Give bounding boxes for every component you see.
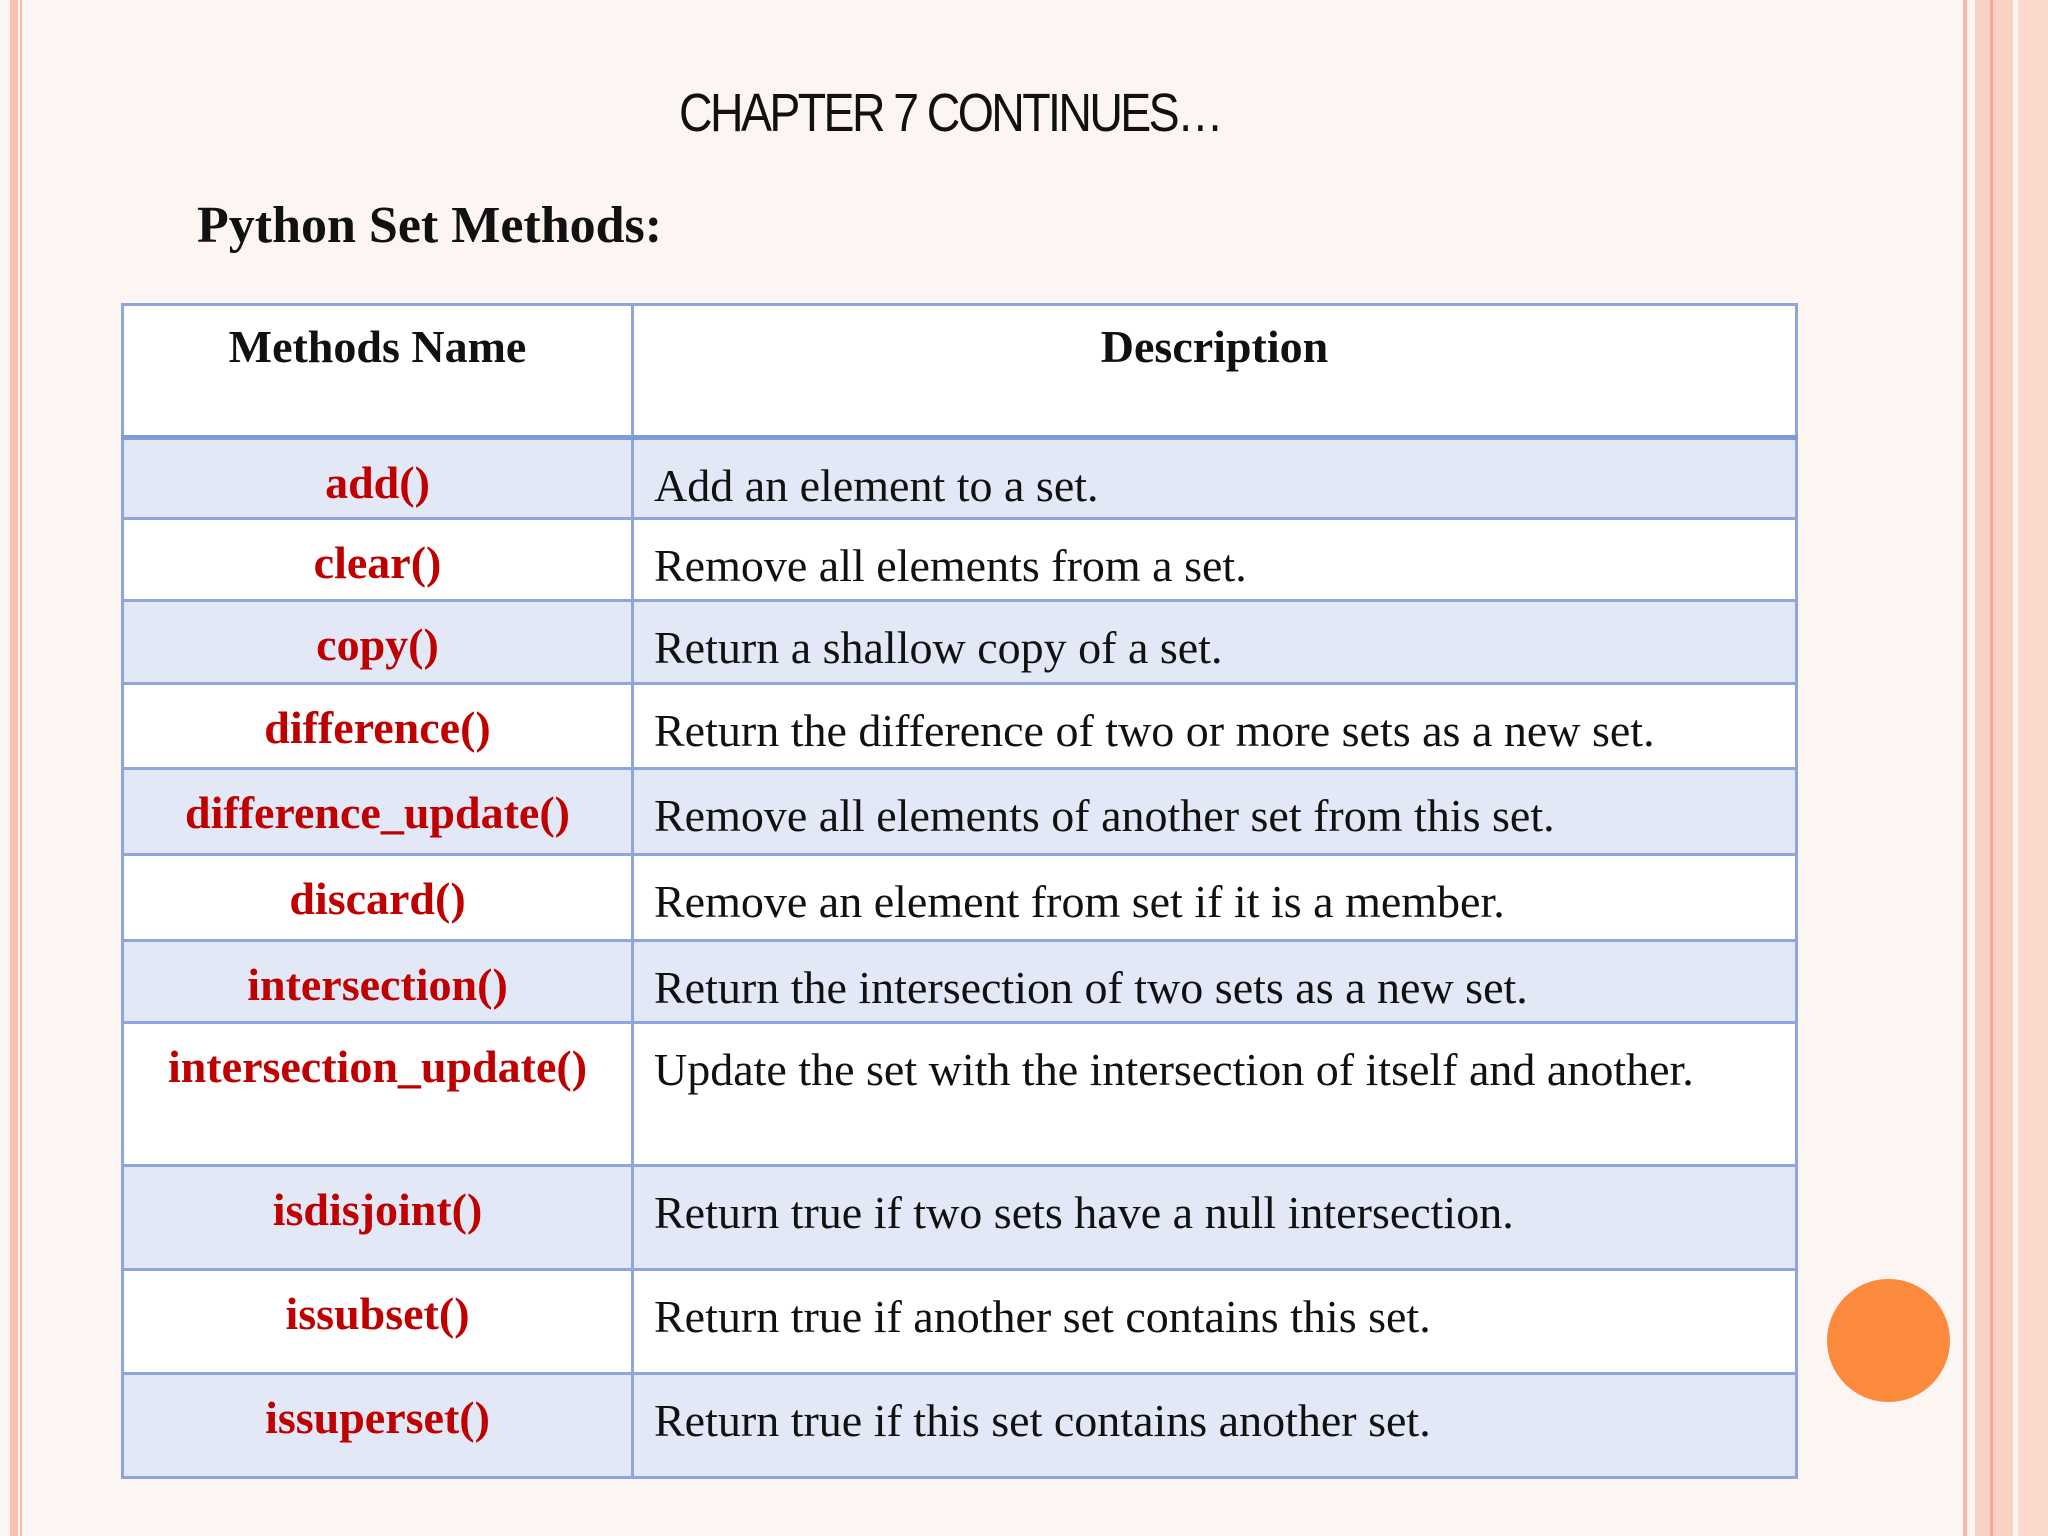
method-description: Return true if another set contains this set. — [633, 1270, 1797, 1374]
method-description: Remove an element from set if it is a member. — [633, 855, 1797, 941]
method-name: intersection_update() — [123, 1023, 633, 1166]
method-name: issuperset() — [123, 1374, 633, 1478]
slide-title: CHAPTER 7 CONTINUES… — [679, 83, 1221, 143]
set-methods-table — [121, 303, 1798, 1479]
method-description: Return true if this set contains another set. — [633, 1374, 1797, 1478]
table-row — [123, 1166, 1797, 1270]
method-name: intersection() — [123, 941, 633, 1023]
left-border-line — [20, 0, 22, 1536]
method-name: add() — [123, 438, 633, 519]
column-header-method-name: Methods Name — [123, 305, 633, 438]
table-row — [123, 769, 1797, 855]
method-description: Return the difference of two or more sets as a new set. — [633, 684, 1797, 769]
decorative-orange-circle — [1827, 1279, 1950, 1402]
method-description: Return true if two sets have a null intersection. — [633, 1166, 1797, 1270]
method-name: discard() — [123, 855, 633, 941]
section-heading: Python Set Methods: — [197, 197, 663, 254]
table-header-row — [123, 305, 1797, 438]
method-description: Remove all elements from a set. — [633, 519, 1797, 601]
table-row — [123, 438, 1797, 519]
table-row — [123, 519, 1797, 601]
right-border-stripe — [1975, 0, 2013, 1536]
method-name: isdisjoint() — [123, 1166, 633, 1270]
table-row — [123, 855, 1797, 941]
method-description: Remove all elements of another set from this set. — [633, 769, 1797, 855]
table-row — [123, 941, 1797, 1023]
table-row — [123, 1374, 1797, 1478]
right-border-outer-stripe — [2018, 0, 2048, 1536]
method-description: Update the set with the intersection of itself and another. — [633, 1023, 1797, 1166]
method-name: issubset() — [123, 1270, 633, 1374]
method-name: difference() — [123, 684, 633, 769]
column-header-description: Description — [633, 305, 1797, 438]
right-border-inner-line — [1990, 0, 1993, 1536]
method-description: Return a shallow copy of a set. — [633, 601, 1797, 684]
table-row — [123, 1270, 1797, 1374]
method-name: copy() — [123, 601, 633, 684]
table-row — [123, 601, 1797, 684]
left-border-stripe — [10, 0, 18, 1536]
table-row — [123, 684, 1797, 769]
right-border-line — [1963, 0, 1967, 1536]
method-description: Add an element to a set. — [633, 438, 1797, 519]
method-description: Return the intersection of two sets as a new set. — [633, 941, 1797, 1023]
method-name: difference_update() — [123, 769, 633, 855]
method-name: clear() — [123, 519, 633, 601]
table-row — [123, 1023, 1797, 1166]
